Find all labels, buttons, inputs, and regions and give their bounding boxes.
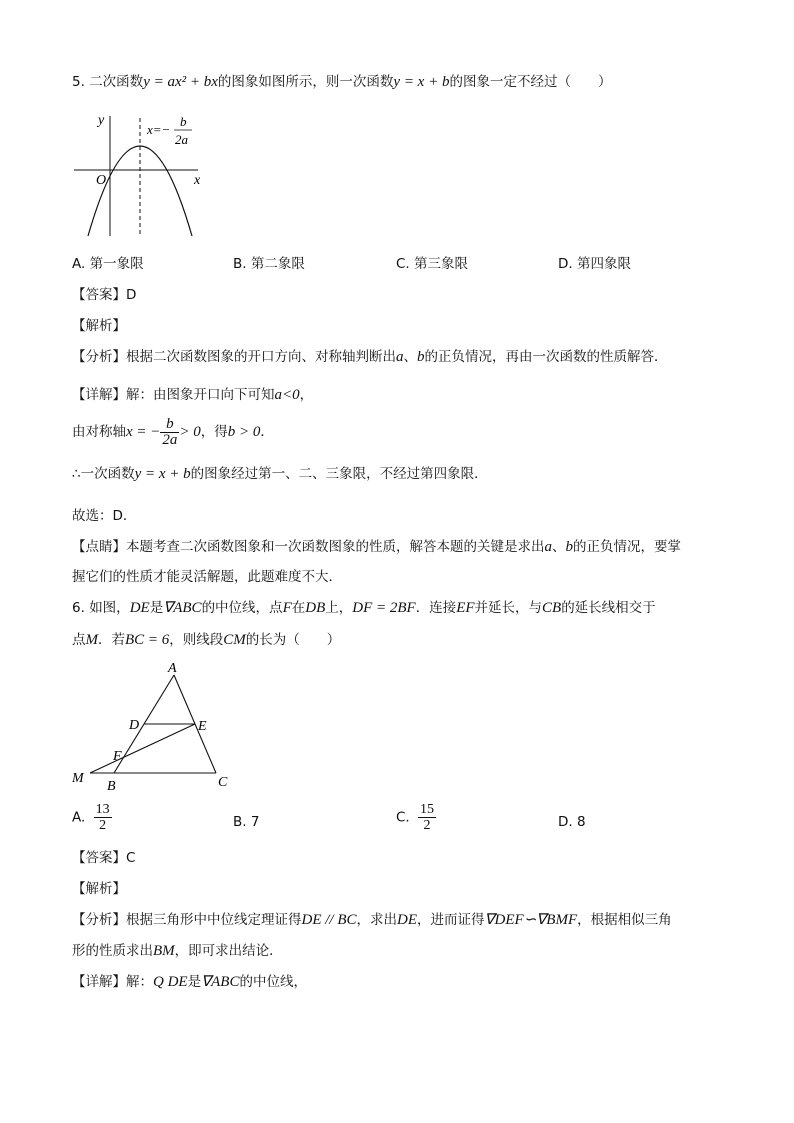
text: 如图， <box>89 600 130 616</box>
stem-text: 的图象如图所示，则一次函数 <box>217 74 394 90</box>
option-key: D. <box>558 256 573 272</box>
option-text: 8 <box>576 814 586 830</box>
triangle-figure <box>70 660 240 795</box>
q5-fenxi <box>72 347 668 367</box>
option-key: C. <box>396 256 410 272</box>
text: 解：由图象开口向下可知 <box>126 387 275 403</box>
math-quadratic: y = ax² + bx <box>143 74 218 90</box>
q6-fenxi-2 <box>72 941 283 961</box>
text: 的中位线， <box>239 974 307 990</box>
math: DF = 2BF <box>352 600 416 616</box>
q6-option-b[interactable] <box>233 812 259 832</box>
option-text: 第二象限 <box>250 256 305 272</box>
option-c[interactable] <box>396 254 468 274</box>
q5-stem <box>72 72 611 92</box>
text: ．连接 <box>415 600 457 616</box>
text: ， <box>299 387 314 403</box>
question-number: 6. <box>72 600 85 616</box>
answer-value: C <box>126 850 136 866</box>
q5-detail-1 <box>72 385 313 405</box>
text: 根据三角形中中位线定理证得 <box>126 912 302 928</box>
option-text: 第一象限 <box>89 256 144 272</box>
segment-me <box>90 724 195 773</box>
q6-option-a[interactable] <box>72 802 112 833</box>
frac-den: 2 <box>423 818 431 833</box>
math: > 0 <box>179 424 201 440</box>
q6-option-d[interactable] <box>558 812 586 832</box>
axis-formula-num: b <box>180 114 187 129</box>
option-d[interactable] <box>558 254 631 274</box>
fenxi-tag: 【分析】 <box>72 912 126 928</box>
math: Q DE <box>153 974 188 990</box>
option-key: C. <box>396 809 410 826</box>
option-text: 第三象限 <box>414 256 469 272</box>
math-b: b <box>565 539 573 555</box>
option-a[interactable] <box>72 254 144 274</box>
math: DE <box>397 912 417 928</box>
frac-den: 2a <box>162 431 178 448</box>
q6-option-c[interactable] <box>396 802 436 833</box>
axis-formula-label: x=− <box>147 122 171 137</box>
text: 、 <box>552 539 566 555</box>
q5-answer <box>72 285 136 305</box>
answer-tag: 【答案】 <box>72 850 126 866</box>
stem-text: 二次函数 <box>89 74 144 90</box>
q6-analysis-tag <box>72 879 126 899</box>
option-key: A. <box>72 809 86 826</box>
detail-tag: 【详解】 <box>72 974 126 990</box>
point-a-label: A <box>168 661 177 676</box>
math: ∇DEF∽∇BMF <box>484 912 578 928</box>
point-c-label: C <box>218 775 228 790</box>
math: ∇ABC <box>163 600 202 616</box>
option-key: D. <box>558 814 573 830</box>
text: 的正负情况，再由一次函数的性质解答． <box>424 349 668 365</box>
comment-tag: 【点睛】 <box>72 539 126 555</box>
axis-formula-den: 2a <box>175 132 188 147</box>
q5-analysis-tag <box>72 316 126 336</box>
frac-num: b <box>160 417 179 433</box>
stem-text: 的图象一定不经过（ ） <box>449 74 612 90</box>
text: ．若 <box>98 632 125 648</box>
q5-comment-2 <box>72 567 342 587</box>
option-key: B. <box>233 256 247 272</box>
text: 本题考查二次函数图象和一次函数图象的性质，解答本题的关键是求出 <box>126 539 545 555</box>
text: 由对称轴 <box>72 424 126 440</box>
option-b[interactable] <box>233 254 305 274</box>
text: 并延长，与 <box>474 600 543 616</box>
math: y = x + b <box>134 466 191 482</box>
text: 的图象经过第一、二、三象限，不经过第四象限． <box>190 466 488 482</box>
point-b-label: B <box>107 779 116 794</box>
option-text: 7 <box>250 814 260 830</box>
option-text: 第四象限 <box>576 256 631 272</box>
q5-comment-1 <box>72 537 681 557</box>
text: 的正负情况，要掌 <box>573 539 681 555</box>
math: CB <box>542 600 562 616</box>
text: 的中位线，点 <box>201 600 283 616</box>
frac-num: 15 <box>420 802 435 817</box>
text: 握它们的性质才能灵活解题，此题难度不大． <box>72 569 342 585</box>
fenxi-tag: 【分析】 <box>72 349 126 365</box>
answer-tag: 【答案】 <box>72 287 126 303</box>
text: ∴一次函数 <box>72 466 135 482</box>
parabola-figure <box>70 108 210 240</box>
math: DE <box>129 600 150 616</box>
math: EF <box>456 600 475 616</box>
text: 、 <box>403 349 417 365</box>
q6-detail-1 <box>72 972 307 992</box>
math: F <box>282 600 292 616</box>
math: x = − <box>126 424 161 440</box>
text: 的延长线相交于 <box>561 600 656 616</box>
math-a: a <box>396 349 404 365</box>
text: 解： <box>126 974 153 990</box>
q6-stem-1 <box>72 598 656 618</box>
question-number: 5. <box>72 74 85 90</box>
text: 点 <box>72 632 86 648</box>
text: ． <box>260 424 274 440</box>
detail-tag: 【详解】 <box>72 387 126 403</box>
x-label: x <box>194 173 201 188</box>
analysis-tag: 【解析】 <box>72 881 126 897</box>
q5-detail-3 <box>72 464 488 484</box>
frac-num: 13 <box>95 802 110 817</box>
option-key: A. <box>72 256 86 272</box>
q5-choose <box>72 506 136 526</box>
text: 是 <box>187 974 202 990</box>
y-label: y <box>98 113 105 128</box>
origin-label: O <box>96 173 107 188</box>
math: M <box>85 632 98 648</box>
math-a: a <box>544 539 552 555</box>
math-b: b <box>417 349 425 365</box>
math: CM <box>223 632 246 648</box>
math: ∇ABC <box>201 974 240 990</box>
text: ，则线段 <box>169 632 224 648</box>
text: 在 <box>291 600 306 616</box>
math: a<0 <box>274 387 300 403</box>
text: ，得 <box>200 424 228 440</box>
q6-stem-2 <box>72 630 340 650</box>
text: 根据二次函数图象的开口方向、对称轴判断出 <box>126 349 396 365</box>
math: DE // BC <box>301 912 357 928</box>
analysis-tag: 【解析】 <box>72 318 126 334</box>
fraction <box>418 802 436 833</box>
text: 的长为（ ） <box>245 632 341 648</box>
math: BM <box>153 943 175 959</box>
q5-detail-2 <box>72 414 274 450</box>
math-linear: y = x + b <box>393 74 450 90</box>
text: ，即可求出结论． <box>174 943 283 959</box>
fraction <box>160 417 179 448</box>
text: ，根据相似三角 <box>577 912 672 928</box>
math: b > 0 <box>227 424 261 440</box>
text: ，求出 <box>356 912 397 928</box>
q6-fenxi-1 <box>72 910 672 930</box>
text: 故选：D． <box>72 508 137 524</box>
answer-value: D <box>126 287 137 303</box>
text: ，进而证得 <box>417 912 485 928</box>
math: DB <box>305 600 326 616</box>
q6-answer <box>72 848 135 868</box>
option-key: B. <box>233 814 247 830</box>
point-d-label: D <box>129 718 140 733</box>
point-f-label: F <box>113 749 122 764</box>
text: 上， <box>325 600 353 616</box>
text: 形的性质求出 <box>72 943 153 959</box>
text: 是 <box>149 600 164 616</box>
point-e-label: E <box>198 719 207 734</box>
point-m-label: M <box>72 771 84 786</box>
math: BC = 6 <box>125 632 170 648</box>
fraction <box>94 802 112 833</box>
frac-den: 2 <box>99 818 107 833</box>
